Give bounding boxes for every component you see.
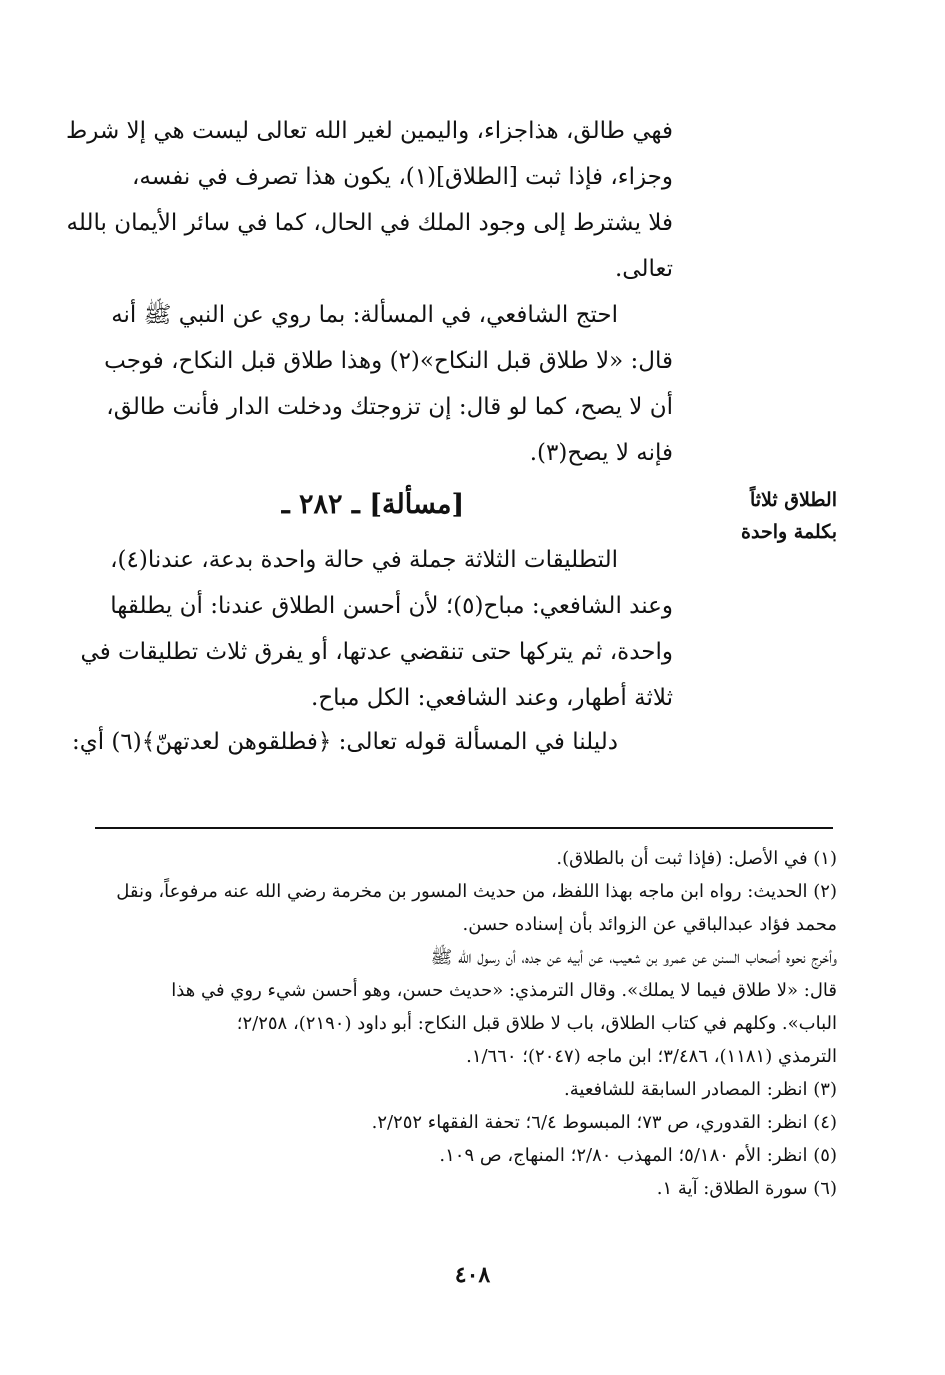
paragraph-3 [73, 537, 673, 721]
footnote-2-continued: الترمذي (١١٨١)، ٣/٤٨٦؛ ابن ماجه (٢٠٤٧)؛ ١/٦٦٠. [466, 1046, 837, 1067]
paragraph-1 [66, 108, 673, 292]
masala-heading: [مسألة] ـ ٢٨٢ ـ [281, 489, 465, 520]
text-line: تعالى. [615, 256, 673, 282]
page-number: ٤٠٨ [454, 1262, 491, 1288]
footnote-2: (٢) الحديث: رواه ابن ماجه بهذا اللفظ، من حديث المسور بن مخرمة رضي الله عنه مرفوعاً، ونقل [116, 881, 837, 902]
text-line: ثلاثة أطهار، وعند الشافعي: الكل مباح. [311, 685, 673, 711]
margin-note-line: بكلمة واحدة [741, 521, 837, 543]
text-line: أن لا يصح، كما لو قال: إن تزوجتك ودخلت الدار فأنت طالق، [106, 394, 673, 420]
footnotes [97, 842, 837, 1205]
paragraph-2 [73, 292, 673, 476]
footnote-2-continued: الباب». وكلهم في كتاب الطلاق، باب لا طلاق قبل النكاح: أبو داود (٢١٩٠)، ٢/٢٥٨؛ [236, 1013, 837, 1034]
text-line: فهي طالق، هذاجزاء، واليمين لغير الله تعالى ليست هي إلا شرط [66, 118, 673, 144]
footnote-6: (٦) سورة الطلاق: آية ١. [656, 1178, 837, 1199]
text-line: فإنه لا يصح(٣). [529, 440, 673, 466]
text-line: دليلنا في المسألة قوله تعالى: ﴿فطلقوهن لعدتهنّ﴾(٦) أي: [71, 729, 618, 755]
margin-note-line: الطلاق ثلاثاً [749, 489, 837, 511]
footnote-1: (١) في الأصل: (فإذا ثبت أن بالطلاق). [556, 848, 837, 869]
paragraph-4 [73, 719, 673, 765]
text-line: احتج الشافعي، في المسألة: بما روي عن النبي ﷺ أنه [111, 302, 618, 328]
text-line: التطليقات الثلاثة جملة في حالة واحدة بدعة، عندنا(٤)، [110, 547, 618, 573]
footnote-2-continued: وأخرج نحوه أصحاب السنن عن عمرو بن شعيب، عن أبيه عن جده، أن رسول الله ﷺ [430, 947, 837, 968]
footnote-5: (٥) انظر: الأم ٥/١٨٠؛ المهذب ٢/٨٠؛ المنهاج، ص ١٠٩. [439, 1145, 837, 1166]
footnote-4: (٤) انظر: القدوري، ص ٧٣؛ المبسوط ٦/٤؛ تحفة الفقهاء ٢/٢٥٢. [371, 1112, 837, 1133]
footnote-divider [95, 827, 833, 829]
margin-note [677, 484, 837, 548]
text-line: فلا يشترط إلى وجود الملك في الحال، كما في سائر الأيمان بالله [66, 210, 673, 236]
text-line: واحدة، ثم يتركها حتى تنقضي عدتها، أو يفرق ثلاث تطليقات في [80, 639, 673, 665]
footnote-2-continued: قال: «لا طلاق فيما لا يملك». وقال الترمذي: «حديث حسن، وهو أحسن شيء روي في هذا [171, 980, 837, 1001]
text-line: وعند الشافعي: مباح(٥)؛ لأن أحسن الطلاق عندنا: أن يطلقها [110, 593, 673, 619]
text-line: وجزاء، فإذا ثبت [الطلاق](١)، يكون هذا تصرف في نفسه، [131, 164, 673, 190]
footnote-3: (٣) انظر: المصادر السابقة للشافعية. [564, 1079, 837, 1100]
text-line: قال: «لا طلاق قبل النكاح»(٢) وهذا طلاق قبل النكاح، فوجب [104, 348, 673, 374]
footnote-2-continued: محمد فؤاد عبدالباقي عن الزوائد بأن إسناده حسن. [462, 914, 837, 935]
